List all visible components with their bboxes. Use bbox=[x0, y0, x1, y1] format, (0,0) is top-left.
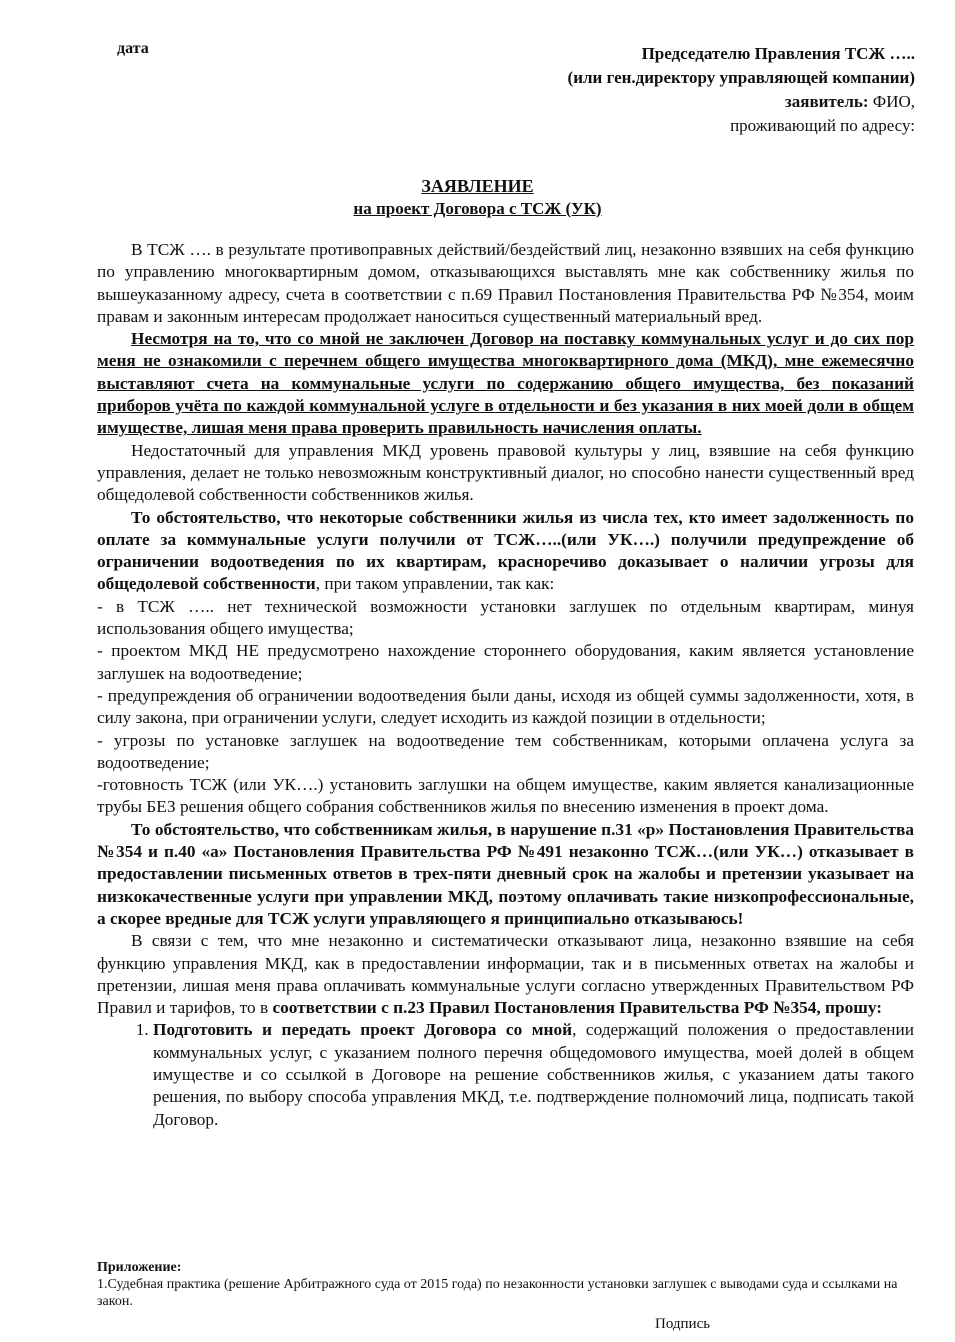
annex-item: 1.Судебная практика (решение Арбитражного суда от 2015 года) по незаконности установки заглушек с выводами суда и ссылками на закон. bbox=[97, 1277, 898, 1309]
paragraph-warning-bold: То обстоятельство, что некоторые собственники жилья из числа тех, кто имеет задолженность по оплате за коммунальные услуги получили от ТСЖ…..(или УК….) получили предупреждение об ограничении водоотведения по их квартирам, красноречиво доказывает о наличии угрозы для общедолевой собственности bbox=[97, 507, 914, 594]
request-item bbox=[153, 1019, 914, 1130]
paragraph-warning bbox=[97, 507, 914, 596]
paragraph-refusal: То обстоятельство, что собственникам жилья, в нарушение п.31 «р» Постановления Правительства №354 и п.40 «а» Постановления Правительства РФ №491 незаконно ТСЖ…(или УК…) отказывает в предоставлении письменных ответов в трех-пяти дневный срок на жалобы и претензии указывает на низкокачественные услуги при управлении МКД, поэтому оплачивать такие низкопрофессиональные, а скорее вредные для ТСЖ услуги управляющего я принципиально отказываюсь! bbox=[97, 819, 914, 928]
document-body bbox=[97, 239, 914, 1131]
paragraph-intro: В ТСЖ …. в результате противоправных действий/бездействий лиц, незаконно взявших на себя функцию по управлению многоквартирным домом, отказывающихся выставлять мне как собственнику жилья по вышеуказанному адресу, счета в соответствии с п.69 Правил Постановления Правительства РФ №354, моим правам и законным интересам продолжает наноситься существенный материальный вред. bbox=[97, 240, 914, 326]
applicant-line bbox=[568, 90, 915, 114]
paragraph-request-text: В связи с тем, что мне незаконно и систематически отказывают лица, незаконно взявшие на себя функцию управления МКД, как в предоставлении информации, так и в письменных ответах на жалобы и претензии, лишая меня права оплачивать коммунальные услуги согласно утвержденных Правительством РФ Правил и тарифов, то в bbox=[97, 931, 914, 1018]
request-item-text: , содержащий положения о предоставлении коммунальных услуг, с указанием полного перечня общедомового имущества, моей долей в общем имуществе и со ссылкой в Договоре на решение собственников жилья, с указанием даты такого решения, по выбору способа управления МКД, т.е. подтверждение полномочий лица, подписать такой Договор. bbox=[153, 1020, 914, 1129]
applicant-label: заявитель: bbox=[784, 92, 869, 111]
annex-label: Приложение: bbox=[97, 1260, 182, 1275]
annex-block bbox=[97, 1259, 917, 1310]
list-item: - в ТСЖ ….. нет технической возможности установки заглушек по отдельным квартирам, минуя использования общего имущества; bbox=[97, 596, 914, 639]
addressee-line-director: (или ген.директору управляющей компании) bbox=[567, 68, 915, 87]
paragraph-no-contract: Несмотря на то, что со мной не заключен Договор на поставку коммунальных услуг и до сих пор меня не ознакомили с перечнем общего имущества многоквартирного дома (МКД), мне ежемесячно выставляют счета на коммунальные услуги по содержанию общего имущества, без показаний приборов учёта по каждой коммунальной услуге в отдельности и без указания в них моей доли в общем имуществе, лишая меня права проверить правильность начисления оплаты. bbox=[97, 329, 914, 438]
paragraph-legal-culture: Недостаточный для управления МКД уровень правовой культуры у лиц, взявшие на себя функцию управления, делает не только невозможным конструктивный диалог, но способно нанести существенный вред общедолевой собственности собственников жилья. bbox=[97, 440, 914, 505]
list-item: - предупреждения об ограничении водоотведения были даны, исходя из общей суммы задолженности, хотя, в силу закона, при ограничении услуги, следует исходить из каждой позиции в отдельности; bbox=[97, 685, 914, 728]
applicant-value: ФИО, bbox=[868, 92, 915, 111]
request-item-bold: Подготовить и передать проект Договора со мной bbox=[153, 1020, 573, 1040]
list-item: - угрозы по установке заглушек на водоотведение тем собственникам, которыми оплачена услуга за водоотведение; bbox=[97, 730, 914, 772]
paragraph-warning-rest: , при таком управлении, так как: bbox=[315, 574, 555, 594]
signature-label: Подпись bbox=[655, 1316, 711, 1332]
request-list bbox=[97, 1019, 914, 1130]
addressee-line-chairman: Председателю Правления ТСЖ ….. bbox=[641, 44, 915, 63]
paragraph-request-bold: соответствии с п.23 Правил Постановления Правительства РФ №354, прошу: bbox=[272, 998, 883, 1018]
paragraph-request bbox=[97, 930, 914, 1019]
document-subtitle: на проект Договора с ТСЖ (УК) bbox=[353, 199, 602, 218]
list-item: - проектом МКД НЕ предусмотрено нахождение стороннего оборудования, каким является установление заглушек на водоотведение; bbox=[97, 641, 914, 683]
date-label: дата bbox=[117, 40, 149, 57]
address-line: проживающий по адресу: bbox=[730, 116, 915, 135]
document-title: ЗАЯВЛЕНИЕ bbox=[421, 176, 534, 196]
addressee-block bbox=[568, 42, 915, 138]
list-item: -готовность ТСЖ (или УК….) установить заглушки на общем имуществе, каким является канализационные трубы БЕЗ решения общего собрания собственников жилья по внесению изменения в проект дома. bbox=[97, 775, 914, 817]
